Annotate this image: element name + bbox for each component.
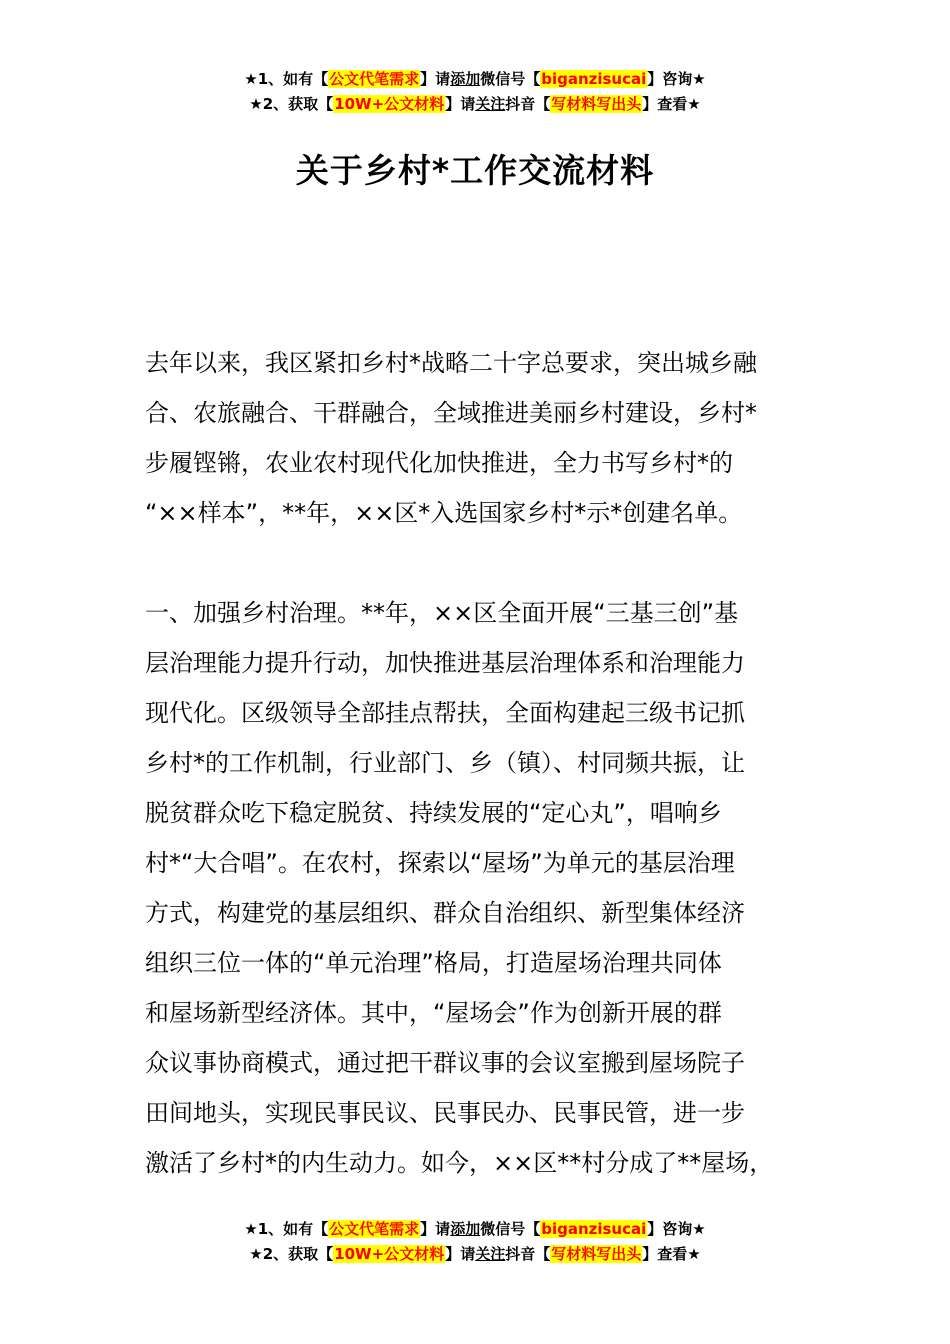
banner-highlight: biganzisucai xyxy=(541,70,647,88)
text-line: 一、加强乡村治理。**年，××区全面开展“三基三创”基 xyxy=(145,599,739,627)
text-line: 脱贫群众吃下稳定脱贫、持续发展的“定心丸”，唱响乡 xyxy=(145,799,722,827)
text-line: 和屋场新型经济体。其中，“屋场会”作为创新开展的群 xyxy=(145,999,722,1027)
banner-line-1 xyxy=(0,1217,950,1242)
text-line: 激活了乡村*的内生动力。如今，××区**村分成了**屋场， xyxy=(145,1149,774,1177)
text-line: 乡村*的工作机制，行业部门、乡（镇）、村同频共振，让 xyxy=(145,749,745,777)
text-line: 合、农旅融合、干群融合，全域推进美丽乡村建设，乡村* xyxy=(145,399,757,427)
document-title: 关于乡村*工作交流材料 xyxy=(295,151,655,190)
text-line: 去年以来，我区紧扣乡村*战略二十字总要求，突出城乡融 xyxy=(145,349,757,377)
banner-text: ★2、获取【 xyxy=(249,95,334,113)
banner-highlight: 公文代笔需求 xyxy=(329,1220,420,1238)
banner-text: 】查看★ xyxy=(642,95,701,113)
banner-highlight: 10W+公文材料 xyxy=(334,95,445,113)
banner-emphasis: 关注 xyxy=(475,95,506,113)
banner-text: 】请 xyxy=(420,70,451,88)
banner-highlight: 公文代笔需求 xyxy=(329,70,420,88)
header-banner xyxy=(0,67,950,117)
paragraph-intro xyxy=(145,338,807,538)
banner-text: 微信号【 xyxy=(480,1220,541,1238)
paragraph-section-1 xyxy=(145,588,807,1188)
banner-text: 抖音【 xyxy=(505,1245,551,1263)
text-line: 村*“大合唱”。在农村，探索以“屋场”为单元的基层治理 xyxy=(145,849,735,877)
banner-text: ★1、如有【 xyxy=(244,1220,329,1238)
banner-line-2 xyxy=(0,92,950,117)
text-line: 现代化。区级领导全部挂点帮扶，全面构建起三级书记抓 xyxy=(145,699,745,727)
banner-text: 】咨询★ xyxy=(647,1220,706,1238)
banner-line-2 xyxy=(0,1242,950,1267)
banner-text: 】请 xyxy=(445,1245,476,1263)
text-line: 方式，构建党的基层组织、群众自治组织、新型集体经济 xyxy=(145,899,745,927)
text-line: “××样本”，**年，××区*入选国家乡村*示*创建名单。 xyxy=(145,499,743,527)
text-line: 组织三位一体的“单元治理”格局，打造屋场治理共同体 xyxy=(145,949,722,977)
text-line: 层治理能力提升行动，加快推进基层治理体系和治理能力 xyxy=(145,649,745,677)
banner-line-1 xyxy=(0,67,950,92)
banner-text: ★2、获取【 xyxy=(249,1245,334,1263)
banner-emphasis: 添加 xyxy=(450,70,481,88)
banner-emphasis: 添加 xyxy=(450,1220,481,1238)
banner-highlight: 写材料写出头 xyxy=(551,1245,642,1263)
banner-emphasis: 关注 xyxy=(475,1245,506,1263)
banner-highlight: biganzisucai xyxy=(541,1220,647,1238)
text-line: 众议事协商模式，通过把干群议事的会议室搬到屋场院子 xyxy=(145,1049,745,1077)
banner-highlight: 写材料写出头 xyxy=(551,95,642,113)
banner-text: 微信号【 xyxy=(480,70,541,88)
banner-text: 】查看★ xyxy=(642,1245,701,1263)
banner-highlight: 10W+公文材料 xyxy=(334,1245,445,1263)
banner-text: 】请 xyxy=(420,1220,451,1238)
text-line: 步履铿锵，农业农村现代化加快推进，全力书写乡村*的 xyxy=(145,449,733,477)
footer-banner xyxy=(0,1217,950,1267)
document-body xyxy=(145,338,807,1188)
banner-text: 】咨询★ xyxy=(647,70,706,88)
banner-text: 抖音【 xyxy=(505,95,551,113)
text-line: 田间地头，实现民事民议、民事民办、民事民管，进一步 xyxy=(145,1099,745,1127)
banner-text: ★1、如有【 xyxy=(244,70,329,88)
banner-text: 】请 xyxy=(445,95,476,113)
